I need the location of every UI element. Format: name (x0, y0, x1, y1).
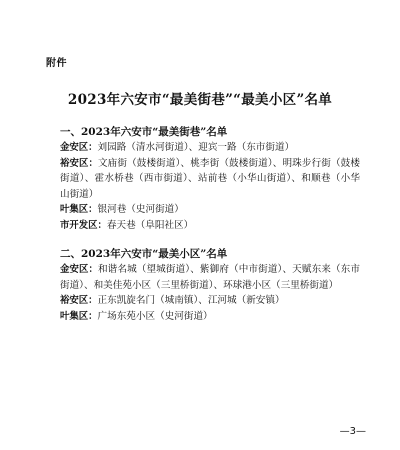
entry-text: 春天巷（阜阳社区） (106, 219, 194, 231)
list-item (60, 293, 360, 309)
list-item (60, 156, 360, 203)
list-item (60, 140, 360, 156)
list-item (60, 262, 360, 293)
district-label: 金安区： (60, 142, 98, 153)
section-list-streets (60, 140, 360, 233)
district-label: 裕安区： (60, 157, 98, 169)
entry-text: 和谐名城（望城街道）、紫御府（中市街道）、天赋东来（东市街道）、和美佳苑小区（三里桥街道）、环球港小区（三里桥街道） (60, 264, 360, 291)
district-label: 叶集区： (60, 204, 98, 215)
district-label: 市开发区： (60, 219, 107, 231)
page-number: —3— (339, 426, 366, 437)
section-list-communities (60, 262, 360, 324)
district-label: 叶集区： (60, 310, 98, 322)
attachment-label: 附件 (46, 58, 67, 69)
entry-text: 银河巷（史河街道） (97, 204, 184, 215)
entry-text: 刘园路（清水河街道）、迎宾一路（东市街道） (97, 142, 295, 153)
list-item (60, 202, 360, 218)
entry-text: 正东凯旋名门（城南镇）、江河城（新安镇） (97, 295, 285, 306)
section-heading-communities: 二、2023年六安市“最美小区”名单 (60, 248, 228, 260)
entry-text: 文庙街（鼓楼街道）、桃李街（鼓楼街道）、明珠步行街（鼓楼街道）、霍水桥巷（西市街道）、站前巷（小华山街道）、和顺巷（小华山街道） (60, 157, 360, 200)
list-item (60, 309, 360, 325)
list-item (60, 218, 360, 234)
district-label: 金安区： (60, 264, 98, 275)
entry-text: 广场东苑小区（史河街道） (97, 310, 213, 322)
section-heading-streets: 一、2023年六安市“最美街巷”名单 (60, 126, 228, 138)
district-label: 裕安区： (60, 295, 98, 306)
document-title: 2023年六安市“最美街巷”“最美小区”名单 (67, 92, 333, 108)
